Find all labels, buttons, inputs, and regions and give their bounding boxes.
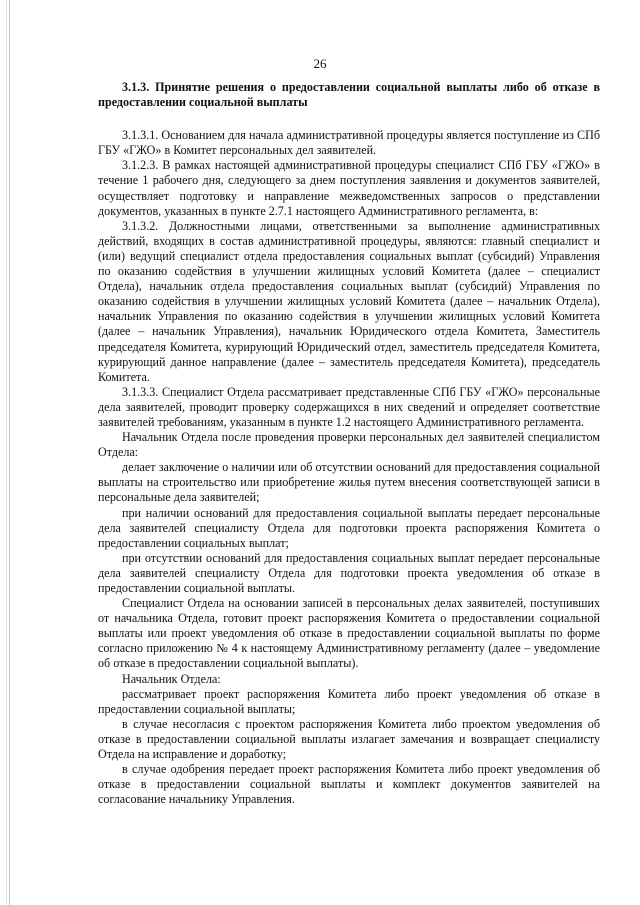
- paragraph: при наличии оснований для предоставления социальной выплаты передает персональные дела заявителей специалисту Отдела для подготовки проекта распоряжения Комитета о предоставлении социальных выплат;: [98, 505, 600, 550]
- paragraph: рассматривает проект распоряжения Комитета либо проект уведомления об отказе в предоставлении социальной выплаты;: [98, 686, 600, 716]
- scan-edge-line: [6, 0, 7, 905]
- section-heading: 3.1.3. Принятие решения о предоставлении социальной выплаты либо об отказе в предоставлении социальной выплаты: [98, 80, 600, 110]
- document-body: [98, 80, 600, 807]
- paragraph: Начальник Отдела:: [122, 671, 221, 686]
- paragraph: 3.1.3.3. Специалист Отдела рассматривает представленные СПб ГБУ «ГЖО» персональные дела заявителей, проводит проверку содержащихся в них сведений и определяет соответствие заявителей требованиям, указанным в пункте 1.2 настоящего Административного регламента.: [98, 384, 600, 429]
- paragraph: Начальник Отдела после проведения проверки персональных дел заявителей специалистом Отдела:: [98, 430, 600, 460]
- page-number: 26: [313, 56, 327, 71]
- paragraph: в случае несогласия с проектом распоряжения Комитета либо проектом уведомления об отказе в предоставлении социальной выплаты излагает замечания и возвращает специалисту Отдела на исправление и доработку;: [98, 716, 600, 762]
- paragraph: делает заключение о наличии или об отсутствии оснований для предоставления социальной выплаты на строительство или приобретение жилья путем внесения соответствующей записи в персональные дела заявителей;: [98, 460, 600, 505]
- paragraph: 3.1.3.1. Основанием для начала административной процедуры является поступление из СПб ГБУ «ГЖО» в Комитет персональных дел заявителей.: [98, 128, 600, 158]
- paragraph: 3.1.2.3. В рамках настоящей административной процедуры специалист СПб ГБУ «ГЖО» в течение 1 рабочего дня, следующего за днем поступления заявления и документов заявителей, осуществляет подготовку и направление межведомственных запросов о представлении документов, указанных в пункте 2.7.1 настоящего Административного регламента, в:: [98, 158, 600, 218]
- paragraph: в случае одобрения передает проект распоряжения Комитета либо проект уведомления об отказе в предоставлении социальной выплаты и комплект документов заявителей на согласование начальнику Управления.: [98, 762, 600, 807]
- scan-edge-line: [9, 0, 10, 905]
- paragraph: при отсутствии оснований для предоставления социальных выплат передает персональные дела заявителей специалисту Отдела для подготовки проекта уведомления об отказе в предоставлении социальной выплаты.: [98, 550, 600, 595]
- paragraph: 3.1.3.2. Должностными лицами, ответственными за выполнение административных действий, входящих в состав административной процедуры, являются: главный специалист и (или) ведущий специалист отдела предоставления социальных выплат (субсидий) Управления по оказанию содействия в улучшении жилищных условий Комитета (далее – специалист Отдела), начальник отдела предоставления социальных выплат (субсидий) Управления по оказанию содействия в улучшении жилищных условий Комитета (далее – начальник Отдела), начальник Управления по оказанию содействия в улучшении жилищных условий Комитета (далее – начальник Управления), начальник Юридического отдела Комитета, Заместитель председателя Комитета, курирующий Юридический отдел, заместитель председателя Комитета, курирующий данное направление (далее – заместитель председателя Комитета), председатель Комитета.: [98, 218, 600, 384]
- paragraph: Специалист Отдела на основании записей в персональных делах заявителей, поступивших от начальника Отдела, готовит проект распоряжения Комитета о предоставлении социальной выплаты или проект уведомления об отказе в предоставлении социальной выплаты по форме согласно приложению № 4 к настоящему Административному регламенту (далее – уведомление об отказе в предоставлении социальной выплаты).: [98, 596, 600, 671]
